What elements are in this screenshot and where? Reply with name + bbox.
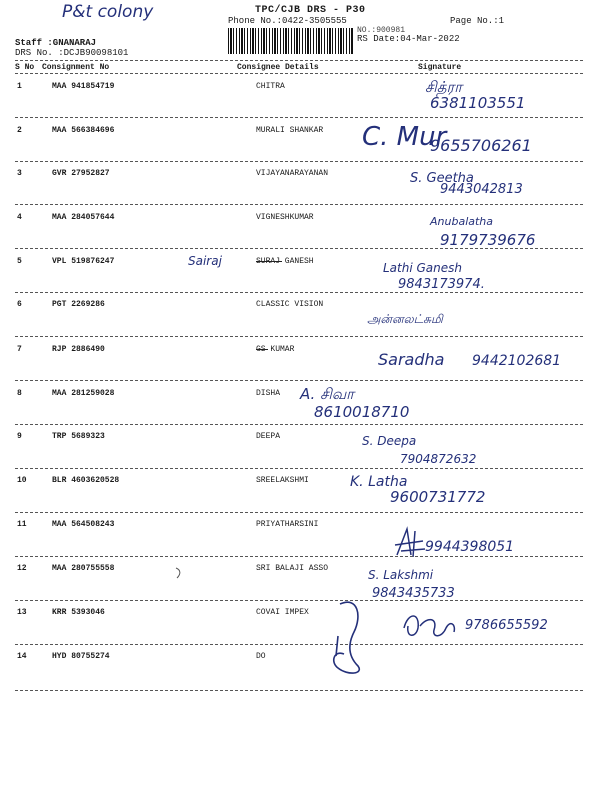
sheet-title: TPC/CJB DRS - P30 — [255, 5, 366, 16]
row-sno: 6 — [17, 300, 22, 309]
row-consignment: TRP 5689323 — [52, 432, 105, 441]
signature-phone: 9944398051 — [425, 539, 515, 555]
row-consignment: MAA 280755558 — [52, 564, 115, 573]
table-row — [0, 254, 600, 301]
row-consignee: COVAI IMPEX — [256, 608, 309, 617]
row-consignment: MAA 566384696 — [52, 126, 115, 135]
rs-date: RS Date:04-Mar-2022 — [357, 34, 460, 44]
col-consignee: Consignee Details — [237, 63, 319, 72]
row-sno: 5 — [17, 257, 22, 266]
table-row — [0, 564, 600, 608]
barcode-icon — [228, 28, 353, 54]
divider — [15, 644, 583, 645]
table-row — [0, 432, 600, 476]
handwritten-note: P&t colony — [62, 2, 154, 22]
signature-phone: 8610018710 — [314, 403, 410, 421]
table-row — [0, 213, 600, 257]
row-consignment: VPL 519876247 — [52, 257, 115, 266]
divider — [15, 336, 583, 337]
row-consignee: GS KUMAR — [256, 345, 295, 354]
signature-scribble — [398, 608, 462, 642]
row-consignment: MAA 564508243 — [52, 520, 115, 529]
table-row — [0, 608, 600, 652]
signature-name: A. சிவா — [300, 385, 355, 403]
signature-phone: 7904872632 — [400, 452, 477, 466]
row-consignee: SURAJ GANESH — [256, 257, 314, 266]
row-sno: 8 — [17, 389, 22, 398]
signature-name: K. Latha — [350, 474, 408, 490]
row-sno: 1 — [17, 82, 22, 91]
row-consignee: CLASSIC VISION — [256, 300, 324, 309]
row-sno: 14 — [17, 652, 27, 661]
row-sno: 2 — [17, 126, 22, 135]
divider — [15, 512, 583, 513]
signature-phone: 9179739676 — [440, 231, 536, 249]
signature-name: Saradha — [378, 350, 445, 369]
row-consignee: VIJAYANARAYANAN — [256, 169, 329, 178]
page-number: Page No.:1 — [450, 16, 505, 26]
row-consignment: MAA 941854719 — [52, 82, 115, 91]
divider — [15, 204, 583, 205]
row-consignment: KRR 5393046 — [52, 608, 105, 617]
row-consignee: DEEPA — [256, 432, 281, 441]
signature-phone: 9843435733 — [372, 586, 455, 601]
signature-name: Anubalatha — [430, 215, 494, 228]
row-sno: 13 — [17, 608, 27, 617]
side-note: Sairaj — [188, 254, 222, 268]
signature-phone: 9655706261 — [430, 136, 532, 155]
col-consignment: Consignment No — [42, 63, 110, 72]
divider — [15, 468, 583, 469]
signature-name: S. Lakshmi — [368, 568, 434, 582]
signature-name: Lathi Ganesh — [383, 261, 462, 275]
divider — [15, 248, 583, 249]
row-sno: 11 — [17, 520, 27, 529]
divider — [15, 161, 583, 162]
signature-name: அன்னலட்சுமி — [367, 312, 443, 326]
row-sno: 3 — [17, 169, 22, 178]
signature-name: சித்ரா — [425, 78, 463, 96]
row-consignment: BLR 4603620528 — [52, 476, 120, 485]
signature-phone: 9843173974. — [398, 277, 485, 292]
col-signature: Signature — [418, 63, 462, 72]
divider — [15, 556, 583, 557]
col-sno: S No — [15, 63, 35, 72]
table-row — [0, 169, 600, 213]
row-consignee: SRI BALAJI ASSO — [256, 564, 329, 573]
signature-phone: 9600731772 — [390, 488, 486, 506]
divider — [15, 380, 583, 381]
row-consignee: VIGNESHKUMAR — [256, 213, 314, 222]
signature-phone: 9786655592 — [465, 618, 548, 633]
row-consignee: DO — [256, 652, 266, 661]
phone-number: Phone No.:0422-3505555 — [228, 16, 347, 26]
staff-name: Staff :GNANARAJ — [15, 38, 97, 48]
divider — [15, 600, 583, 601]
strike-mark — [256, 349, 268, 350]
row-consignment: GVR 27952827 — [52, 169, 110, 178]
row-consignment: MAA 284057644 — [52, 213, 115, 222]
divider — [15, 424, 583, 425]
table-row — [0, 122, 600, 170]
divider — [15, 60, 583, 61]
signature-name: S. Geetha — [410, 171, 474, 186]
drs-number: DRS No. :DCJB90098101 — [15, 48, 129, 58]
row-sno: 10 — [17, 476, 27, 485]
stray-mark-icon — [173, 566, 185, 580]
signature-scribble — [318, 596, 378, 676]
signature-phone: 9443042813 — [440, 182, 523, 197]
table-row — [0, 78, 600, 126]
signature-phone: 9442102681 — [472, 353, 562, 369]
row-consignee: MURALI SHANKAR — [256, 126, 324, 135]
table-row — [0, 520, 600, 564]
signature-name: C. Mur — [362, 122, 447, 152]
signature-phone: 6381103551 — [430, 94, 526, 112]
row-consignee: CHITRA — [256, 82, 285, 91]
row-sno: 4 — [17, 213, 22, 222]
row-sno: 9 — [17, 432, 22, 441]
row-sno: 7 — [17, 345, 22, 354]
row-consignee: DISHA — [256, 389, 281, 398]
table-row — [0, 476, 600, 520]
strike-mark — [256, 261, 282, 262]
row-consignee: SREELAKSHMI — [256, 476, 309, 485]
row-consignment: MAA 281259028 — [52, 389, 115, 398]
drs-number-top: NO.:900981 — [357, 26, 406, 35]
table-row — [0, 345, 600, 389]
signature-name: S. Deepa — [362, 434, 417, 448]
row-consignment: HYD 80755274 — [52, 652, 110, 661]
divider — [15, 117, 583, 118]
table-row — [0, 300, 600, 344]
row-consignment: PGT 2269286 — [52, 300, 105, 309]
row-sno: 12 — [17, 564, 27, 573]
divider — [15, 690, 583, 691]
divider — [15, 73, 583, 74]
row-consignee: PRIYATHARSINI — [256, 520, 319, 529]
divider — [15, 292, 583, 293]
table-row — [0, 385, 600, 433]
row-consignment: RJP 2886490 — [52, 345, 105, 354]
